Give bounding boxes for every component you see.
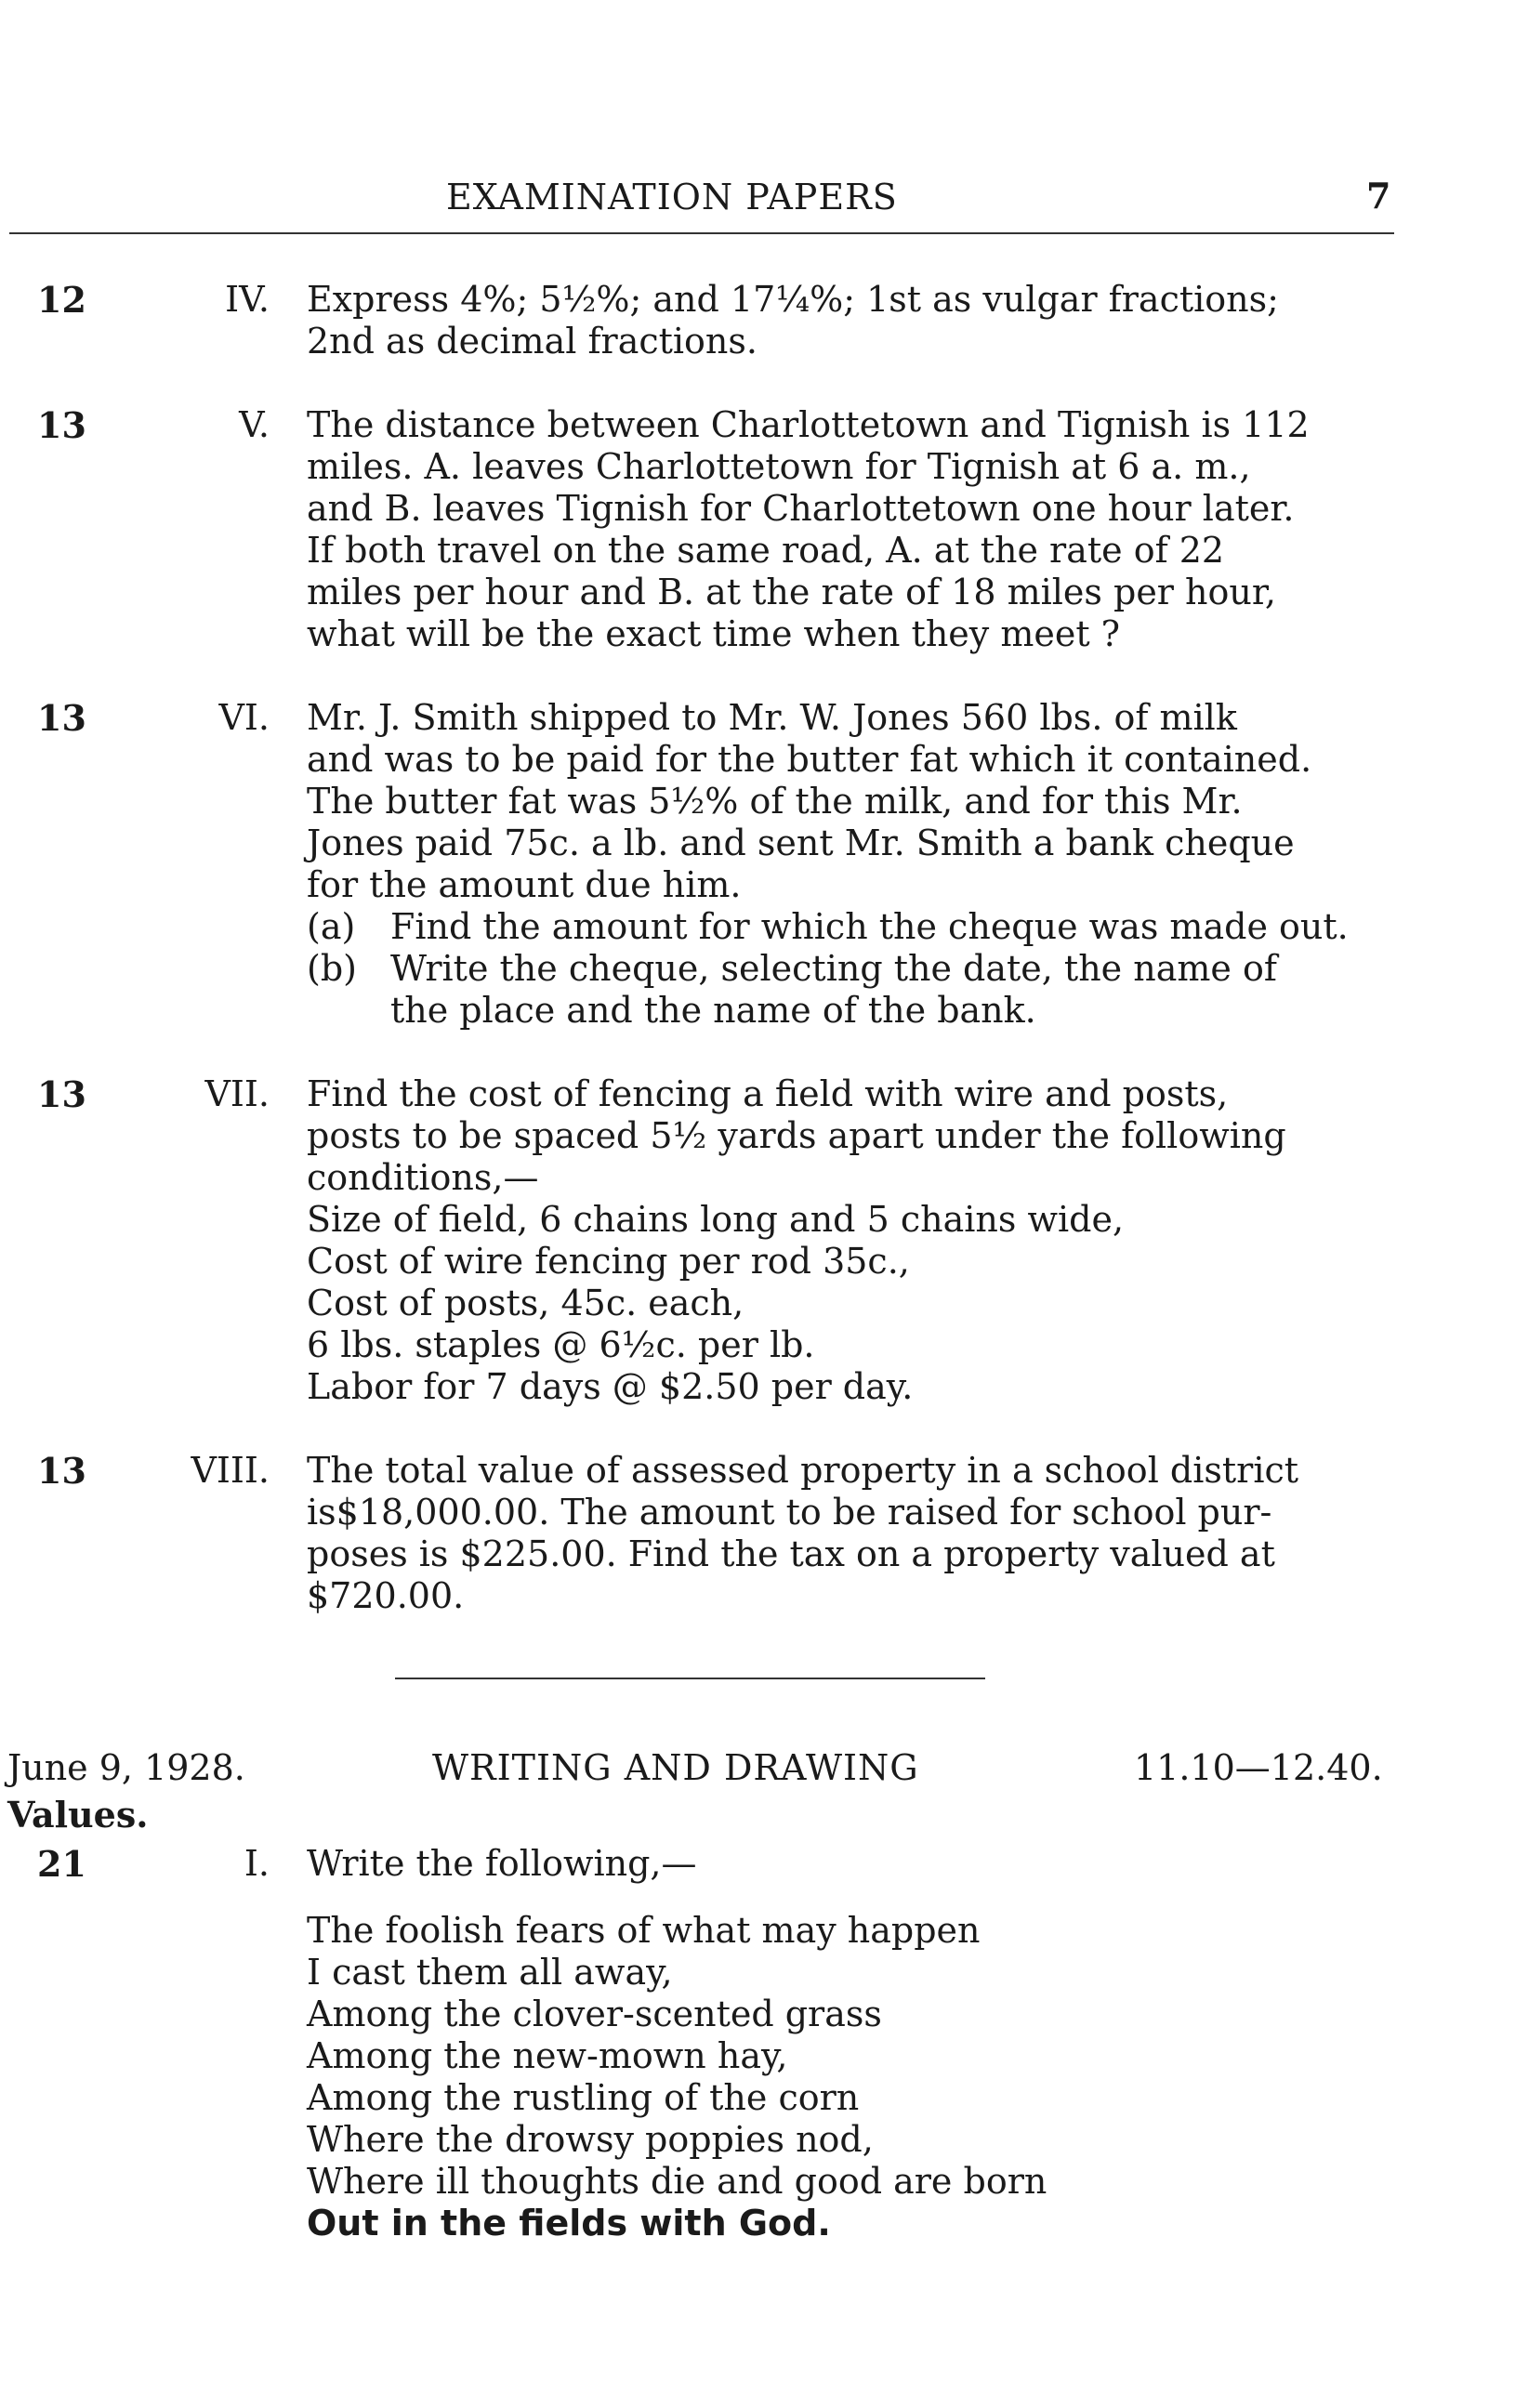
text-line: Cost of wire fencing per rod 35c., [307, 1241, 910, 1282]
question-part-a [307, 906, 1390, 948]
question-number: IV. [225, 279, 270, 320]
text-line: 6 lbs. staples @ 6½c. per lb. [307, 1324, 815, 1365]
text-line: Size of field, 6 chains long and 5 chains wide, [307, 1199, 1125, 1240]
part-label: (a) [307, 906, 356, 947]
question-part-b [307, 948, 1390, 1032]
text-line: Mr. J. Smith shipped to Mr. W. Jones 560 lbs. of milk [307, 697, 1237, 738]
poem [307, 1910, 1047, 2244]
text-line: what will be the exact time when they meet ? [307, 613, 1121, 654]
question-value: 12 [37, 279, 86, 321]
text-line: Labor for 7 days @ $2.50 per day. [307, 1366, 914, 1407]
text-line: miles per hour and B. at the rate of 18 miles per hour, [307, 572, 1276, 612]
running-header-title: EXAMINATION PAPERS [446, 177, 898, 217]
question-text [307, 279, 1390, 362]
part-text: the place and the name of the bank. [390, 990, 1036, 1031]
question-value: 13 [37, 1450, 86, 1492]
text-line: The butter fat was 5½% of the milk, and for this Mr. [307, 781, 1243, 822]
poem-line: Among the new-mown hay, [307, 2035, 788, 2076]
page-number: 7 [1366, 175, 1392, 217]
text-line: is$18,000.00. The amount to be raised for school pur- [307, 1492, 1272, 1533]
text-line: The distance between Charlottetown and Tignish is 112 [307, 404, 1310, 445]
question-text: Write the following,— [307, 1843, 697, 1884]
text-line: The total value of assessed property in a school district [307, 1450, 1299, 1491]
text-line: poses is $225.00. Find the tax on a property valued at [307, 1533, 1275, 1574]
poem-line: I cast them all away, [307, 1952, 673, 1993]
text-line: and was to be paid for the butter fat which it contained. [307, 739, 1312, 780]
header-rule [9, 232, 1394, 234]
poem-line: The foolish fears of what may happen [307, 1910, 981, 1951]
poem-line: Out in the fields with God. [307, 2203, 831, 2244]
question-value: 21 [37, 1843, 86, 1885]
text-line: and B. leaves Tignish for Charlottetown one hour later. [307, 488, 1295, 529]
question-number: VII. [204, 1073, 270, 1114]
poem-line: Among the rustling of the corn [307, 2077, 860, 2118]
question-number: VIII. [191, 1450, 270, 1491]
question-text [307, 404, 1390, 655]
text-line: Cost of posts, 45c. each, [307, 1283, 744, 1323]
text-line: Jones paid 75c. a lb. and sent Mr. Smith a bank cheque [307, 822, 1295, 863]
poem-line: Where the drowsy poppies nod, [307, 2119, 874, 2160]
section-date: June 9, 1928. [7, 1747, 245, 1788]
values-label: Values. [7, 1794, 149, 1836]
text-line: Express 4%; 5½%; and 17¼%; 1st as vulgar fractions; [307, 279, 1279, 320]
question-number: VI. [218, 697, 270, 738]
part-text: Write the cheque, selecting the date, the name of [390, 948, 1277, 989]
section-divider [395, 1678, 985, 1679]
text-line: Find the cost of fencing a field with wire and posts, [307, 1073, 1229, 1114]
question-value: 13 [37, 1073, 86, 1115]
text-line: If both travel on the same road, A. at the rate of 22 [307, 530, 1225, 571]
text-line: posts to be spaced 5½ yards apart under the following [307, 1115, 1286, 1156]
text-line: conditions,— [307, 1157, 539, 1198]
section-time: 11.10—12.40. [1134, 1747, 1383, 1788]
part-text: Find the amount for which the cheque was made out. [390, 906, 1349, 947]
question-text [307, 697, 1390, 906]
question-text [307, 1073, 1390, 1408]
text-line: $720.00. [307, 1575, 465, 1616]
section-title: WRITING AND DRAWING [432, 1747, 919, 1788]
text-line: miles. A. leaves Charlottetown for Tignish at 6 a. m., [307, 446, 1251, 487]
question-number: V. [239, 404, 270, 445]
part-label: (b) [307, 948, 357, 989]
text-line: 2nd as decimal fractions. [307, 321, 758, 362]
poem-line: Where ill thoughts die and good are born [307, 2161, 1047, 2202]
question-number: I. [244, 1843, 270, 1884]
poem-line: Among the clover-scented grass [307, 1994, 882, 2034]
question-value: 13 [37, 404, 86, 446]
question-text [307, 1450, 1390, 1617]
text-line: for the amount due him. [307, 864, 742, 905]
question-value: 13 [37, 697, 86, 739]
